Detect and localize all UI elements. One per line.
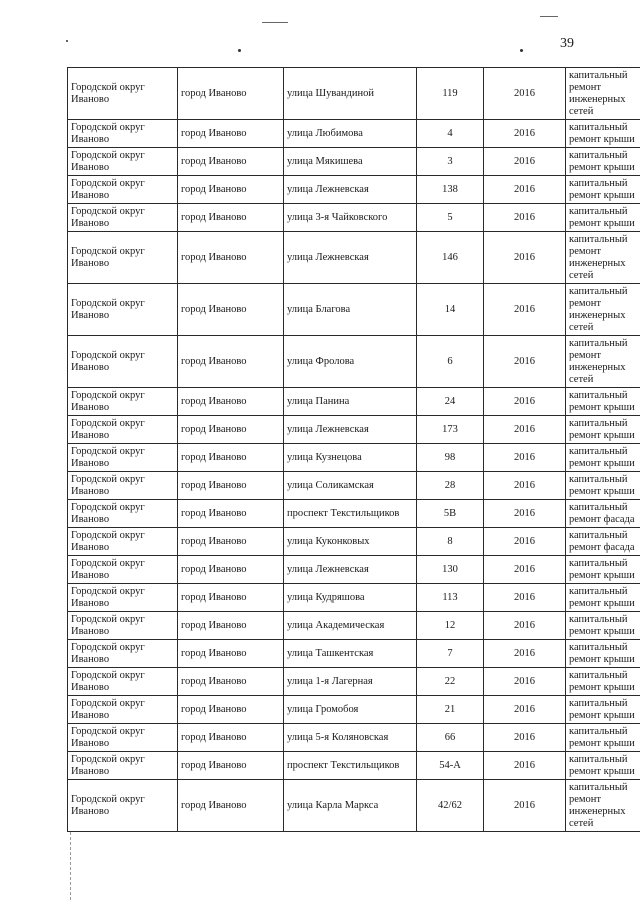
cell-street: улица Лежневская bbox=[284, 416, 417, 444]
table-row bbox=[68, 584, 640, 612]
cell-house-number: 28 bbox=[417, 472, 484, 500]
cell-city: город Иваново bbox=[178, 120, 284, 148]
cell-city: город Иваново bbox=[178, 752, 284, 780]
cell-house-number: 173 bbox=[417, 416, 484, 444]
cell-year: 2016 bbox=[484, 668, 566, 696]
cell-work-type: капитальный ремонт крыши bbox=[566, 204, 640, 232]
cell-house-number: 146 bbox=[417, 232, 484, 284]
margin-line bbox=[70, 832, 71, 900]
cell-okrug: Городской округ Иваново bbox=[68, 148, 178, 176]
table-row bbox=[68, 68, 640, 120]
cell-street: улица Шувандиной bbox=[284, 68, 417, 120]
cell-street: улица 5-я Коляновская bbox=[284, 724, 417, 752]
table-row bbox=[68, 284, 640, 336]
cell-okrug: Городской округ Иваново bbox=[68, 612, 178, 640]
cell-okrug: Городской округ Иваново bbox=[68, 444, 178, 472]
cell-street: проспект Текстильщиков bbox=[284, 752, 417, 780]
cell-street: улица Панина bbox=[284, 388, 417, 416]
cell-house-number: 42/62 bbox=[417, 780, 484, 832]
cell-okrug: Городской округ Иваново bbox=[68, 500, 178, 528]
cell-street: улица Кузнецова bbox=[284, 444, 417, 472]
cell-street: проспект Текстильщиков bbox=[284, 500, 417, 528]
cell-okrug: Городской округ Иваново bbox=[68, 556, 178, 584]
cell-street: улица Любимова bbox=[284, 120, 417, 148]
cell-work-type: капитальный ремонт крыши bbox=[566, 696, 640, 724]
cell-street: улица Фролова bbox=[284, 336, 417, 388]
scan-dot-right bbox=[520, 49, 523, 52]
cell-city: город Иваново bbox=[178, 416, 284, 444]
table-row bbox=[68, 176, 640, 204]
table-row bbox=[68, 120, 640, 148]
cell-work-type: капитальный ремонт крыши bbox=[566, 444, 640, 472]
cell-house-number: 4 bbox=[417, 120, 484, 148]
cell-work-type: капитальный ремонт крыши bbox=[566, 724, 640, 752]
cell-city: город Иваново bbox=[178, 336, 284, 388]
cell-okrug: Городской округ Иваново bbox=[68, 416, 178, 444]
cell-okrug: Городской округ Иваново bbox=[68, 68, 178, 120]
cell-house-number: 5 bbox=[417, 204, 484, 232]
cell-street: улица 3-я Чайковского bbox=[284, 204, 417, 232]
cell-street: улица Кудряшова bbox=[284, 584, 417, 612]
cell-street: улица Академическая bbox=[284, 612, 417, 640]
cell-city: город Иваново bbox=[178, 204, 284, 232]
cell-house-number: 130 bbox=[417, 556, 484, 584]
table-row bbox=[68, 416, 640, 444]
cell-work-type: капитальный ремонт крыши bbox=[566, 148, 640, 176]
table-row bbox=[68, 696, 640, 724]
cell-work-type: капитальный ремонт инженерных сетей bbox=[566, 232, 640, 284]
cell-work-type: капитальный ремонт крыши bbox=[566, 640, 640, 668]
cell-street: улица Лежневская bbox=[284, 176, 417, 204]
table-row bbox=[68, 556, 640, 584]
cell-year: 2016 bbox=[484, 724, 566, 752]
cell-street: улица Благова bbox=[284, 284, 417, 336]
cell-work-type: капитальный ремонт крыши bbox=[566, 752, 640, 780]
cell-house-number: 138 bbox=[417, 176, 484, 204]
page-number: 39 bbox=[560, 36, 574, 51]
cell-year: 2016 bbox=[484, 148, 566, 176]
cell-street: улица 1-я Лагерная bbox=[284, 668, 417, 696]
cell-okrug: Городской округ Иваново bbox=[68, 176, 178, 204]
table-row bbox=[68, 668, 640, 696]
cell-okrug: Городской округ Иваново bbox=[68, 752, 178, 780]
cell-street: улица Мякишева bbox=[284, 148, 417, 176]
table-row bbox=[68, 204, 640, 232]
cell-year: 2016 bbox=[484, 284, 566, 336]
cell-city: город Иваново bbox=[178, 612, 284, 640]
cell-year: 2016 bbox=[484, 388, 566, 416]
table-row bbox=[68, 528, 640, 556]
cell-house-number: 21 bbox=[417, 696, 484, 724]
cell-okrug: Городской округ Иваново bbox=[68, 204, 178, 232]
cell-work-type: капитальный ремонт крыши bbox=[566, 556, 640, 584]
cell-street: улица Лежневская bbox=[284, 556, 417, 584]
cell-house-number: 8 bbox=[417, 528, 484, 556]
table-row bbox=[68, 232, 640, 284]
cell-work-type: капитальный ремонт инженерных сетей bbox=[566, 284, 640, 336]
cell-work-type: капитальный ремонт фасада bbox=[566, 500, 640, 528]
cell-street: улица Ташкентская bbox=[284, 640, 417, 668]
cell-okrug: Городской округ Иваново bbox=[68, 388, 178, 416]
cell-okrug: Городской округ Иваново bbox=[68, 120, 178, 148]
cell-city: город Иваново bbox=[178, 472, 284, 500]
table-row bbox=[68, 724, 640, 752]
cell-city: город Иваново bbox=[178, 232, 284, 284]
cell-year: 2016 bbox=[484, 416, 566, 444]
cell-year: 2016 bbox=[484, 444, 566, 472]
cell-work-type: капитальный ремонт крыши bbox=[566, 472, 640, 500]
cell-house-number: 24 bbox=[417, 388, 484, 416]
cell-city: город Иваново bbox=[178, 696, 284, 724]
scan-mark-top-center bbox=[262, 22, 288, 23]
cell-house-number: 14 bbox=[417, 284, 484, 336]
cell-okrug: Городской округ Иваново bbox=[68, 584, 178, 612]
table-row bbox=[68, 752, 640, 780]
table-row bbox=[68, 500, 640, 528]
cell-okrug: Городской округ Иваново bbox=[68, 780, 178, 832]
table-row bbox=[68, 336, 640, 388]
cell-city: город Иваново bbox=[178, 640, 284, 668]
cell-city: город Иваново bbox=[178, 724, 284, 752]
cell-work-type: капитальный ремонт крыши bbox=[566, 176, 640, 204]
cell-street: улица Громобоя bbox=[284, 696, 417, 724]
cell-house-number: 98 bbox=[417, 444, 484, 472]
table-row bbox=[68, 612, 640, 640]
cell-street: улица Лежневская bbox=[284, 232, 417, 284]
cell-city: город Иваново bbox=[178, 780, 284, 832]
cell-year: 2016 bbox=[484, 68, 566, 120]
cell-year: 2016 bbox=[484, 120, 566, 148]
cell-year: 2016 bbox=[484, 204, 566, 232]
cell-okrug: Городской округ Иваново bbox=[68, 668, 178, 696]
cell-house-number: 5В bbox=[417, 500, 484, 528]
cell-year: 2016 bbox=[484, 556, 566, 584]
cell-city: город Иваново bbox=[178, 444, 284, 472]
table-row bbox=[68, 388, 640, 416]
cell-year: 2016 bbox=[484, 752, 566, 780]
cell-city: город Иваново bbox=[178, 556, 284, 584]
cell-year: 2016 bbox=[484, 780, 566, 832]
cell-house-number: 22 bbox=[417, 668, 484, 696]
cell-house-number: 113 bbox=[417, 584, 484, 612]
cell-house-number: 54-А bbox=[417, 752, 484, 780]
cell-work-type: капитальный ремонт крыши bbox=[566, 668, 640, 696]
scan-mark-top-right bbox=[540, 16, 558, 17]
table-row bbox=[68, 640, 640, 668]
cell-street: улица Карла Маркса bbox=[284, 780, 417, 832]
cell-year: 2016 bbox=[484, 612, 566, 640]
cell-okrug: Городской округ Иваново bbox=[68, 724, 178, 752]
cell-work-type: капитальный ремонт крыши bbox=[566, 416, 640, 444]
cell-city: город Иваново bbox=[178, 388, 284, 416]
cell-street: улица Куконковых bbox=[284, 528, 417, 556]
cell-work-type: капитальный ремонт инженерных сетей bbox=[566, 336, 640, 388]
scan-dot-left bbox=[238, 49, 241, 52]
cell-work-type: капитальный ремонт фасада bbox=[566, 528, 640, 556]
cell-okrug: Городской округ Иваново bbox=[68, 232, 178, 284]
cell-okrug: Городской округ Иваново bbox=[68, 640, 178, 668]
cell-okrug: Городской округ Иваново bbox=[68, 336, 178, 388]
cell-house-number: 7 bbox=[417, 640, 484, 668]
cell-year: 2016 bbox=[484, 500, 566, 528]
scan-dot-corner bbox=[66, 40, 68, 42]
cell-year: 2016 bbox=[484, 336, 566, 388]
cell-house-number: 12 bbox=[417, 612, 484, 640]
cell-city: город Иваново bbox=[178, 668, 284, 696]
cell-city: город Иваново bbox=[178, 584, 284, 612]
cell-city: город Иваново bbox=[178, 284, 284, 336]
cell-year: 2016 bbox=[484, 696, 566, 724]
cell-city: город Иваново bbox=[178, 528, 284, 556]
cell-city: город Иваново bbox=[178, 500, 284, 528]
cell-house-number: 66 bbox=[417, 724, 484, 752]
table-row bbox=[68, 148, 640, 176]
cell-work-type: капитальный ремонт крыши bbox=[566, 584, 640, 612]
cell-house-number: 3 bbox=[417, 148, 484, 176]
cell-street: улица Соликамская bbox=[284, 472, 417, 500]
cell-work-type: капитальный ремонт крыши bbox=[566, 388, 640, 416]
cell-year: 2016 bbox=[484, 176, 566, 204]
cell-work-type: капитальный ремонт инженерных сетей bbox=[566, 780, 640, 832]
cell-work-type: капитальный ремонт крыши bbox=[566, 612, 640, 640]
cell-year: 2016 bbox=[484, 640, 566, 668]
cell-city: город Иваново bbox=[178, 176, 284, 204]
cell-okrug: Городской округ Иваново bbox=[68, 472, 178, 500]
cell-work-type: капитальный ремонт инженерных сетей bbox=[566, 68, 640, 120]
table-row bbox=[68, 780, 640, 832]
table-row bbox=[68, 444, 640, 472]
cell-year: 2016 bbox=[484, 528, 566, 556]
cell-okrug: Городской округ Иваново bbox=[68, 284, 178, 336]
cell-city: город Иваново bbox=[178, 148, 284, 176]
repair-registry-table bbox=[67, 67, 640, 832]
cell-house-number: 6 bbox=[417, 336, 484, 388]
cell-year: 2016 bbox=[484, 472, 566, 500]
cell-okrug: Городской округ Иваново bbox=[68, 528, 178, 556]
cell-year: 2016 bbox=[484, 584, 566, 612]
cell-year: 2016 bbox=[484, 232, 566, 284]
cell-okrug: Городской округ Иваново bbox=[68, 696, 178, 724]
table-row bbox=[68, 472, 640, 500]
cell-work-type: капитальный ремонт крыши bbox=[566, 120, 640, 148]
cell-house-number: 119 bbox=[417, 68, 484, 120]
cell-city: город Иваново bbox=[178, 68, 284, 120]
